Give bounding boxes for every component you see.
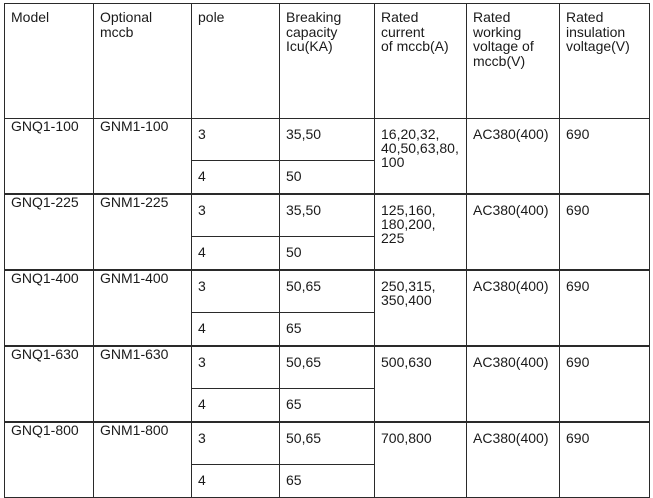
mccb-cell: GNM1-100 xyxy=(94,119,192,195)
table-row xyxy=(5,422,650,465)
insulation-voltage-cell: 690 xyxy=(560,194,650,270)
capacity-cell: 35,50 xyxy=(280,194,375,237)
header-rated-current: Rated current of mccb(A) xyxy=(375,4,467,119)
pole-cell: 4 xyxy=(192,389,280,423)
capacity-cell: 50,65 xyxy=(280,270,375,313)
rated-voltage-cell: AC380(400) xyxy=(467,346,560,422)
header-breaking-capacity: Breaking capacity Icu(KA) xyxy=(280,4,375,119)
rated-voltage-cell: AC380(400) xyxy=(467,422,560,498)
capacity-cell: 65 xyxy=(280,313,375,347)
rated-current-cell: 250,315, 350,400 xyxy=(375,270,467,346)
insulation-voltage-cell: 690 xyxy=(560,346,650,422)
capacity-cell: 35,50 xyxy=(280,119,375,161)
table-row xyxy=(5,346,650,389)
insulation-voltage-cell: 690 xyxy=(560,270,650,346)
model-cell: GNQ1-225 xyxy=(5,194,94,270)
insulation-voltage-cell: 690 xyxy=(560,422,650,498)
rated-current-cell: 500,630 xyxy=(375,346,467,422)
pole-cell: 4 xyxy=(192,237,280,271)
insulation-voltage-cell: 690 xyxy=(560,119,650,195)
capacity-cell: 50 xyxy=(280,161,375,195)
rated-current-cell: 125,160, 180,200, 225 xyxy=(375,194,467,270)
rated-voltage-cell: AC380(400) xyxy=(467,119,560,195)
pole-cell: 3 xyxy=(192,194,280,237)
mccb-cell: GNM1-800 xyxy=(94,422,192,498)
mccb-cell: GNM1-225 xyxy=(94,194,192,270)
model-cell: GNQ1-800 xyxy=(5,422,94,498)
capacity-cell: 65 xyxy=(280,465,375,498)
header-row xyxy=(5,4,650,119)
table-row xyxy=(5,119,650,161)
model-cell: GNQ1-100 xyxy=(5,119,94,195)
pole-cell: 3 xyxy=(192,422,280,465)
rated-current-cell: 700,800 xyxy=(375,422,467,498)
spec-table xyxy=(4,3,650,498)
capacity-cell: 65 xyxy=(280,389,375,423)
rated-current-cell: 16,20,32, 40,50,63,80, 100 xyxy=(375,119,467,195)
rated-voltage-cell: AC380(400) xyxy=(467,194,560,270)
model-cell: GNQ1-400 xyxy=(5,270,94,346)
pole-cell: 3 xyxy=(192,270,280,313)
header-rated-insulation-voltage: Rated insulation voltage(V) xyxy=(560,4,650,119)
model-cell: GNQ1-630 xyxy=(5,346,94,422)
pole-cell: 4 xyxy=(192,313,280,347)
mccb-cell: GNM1-400 xyxy=(94,270,192,346)
capacity-cell: 50 xyxy=(280,237,375,271)
capacity-cell: 50,65 xyxy=(280,346,375,389)
header-pole: pole xyxy=(192,4,280,119)
header-rated-working-voltage: Rated working voltage of mccb(V) xyxy=(467,4,560,119)
header-model: Model xyxy=(5,4,94,119)
table-row xyxy=(5,194,650,237)
capacity-cell: 50,65 xyxy=(280,422,375,465)
table-row xyxy=(5,270,650,313)
mccb-cell: GNM1-630 xyxy=(94,346,192,422)
header-optional-mccb: Optional mccb xyxy=(94,4,192,119)
pole-cell: 3 xyxy=(192,119,280,161)
pole-cell: 4 xyxy=(192,465,280,498)
rated-voltage-cell: AC380(400) xyxy=(467,270,560,346)
pole-cell: 4 xyxy=(192,161,280,195)
pole-cell: 3 xyxy=(192,346,280,389)
